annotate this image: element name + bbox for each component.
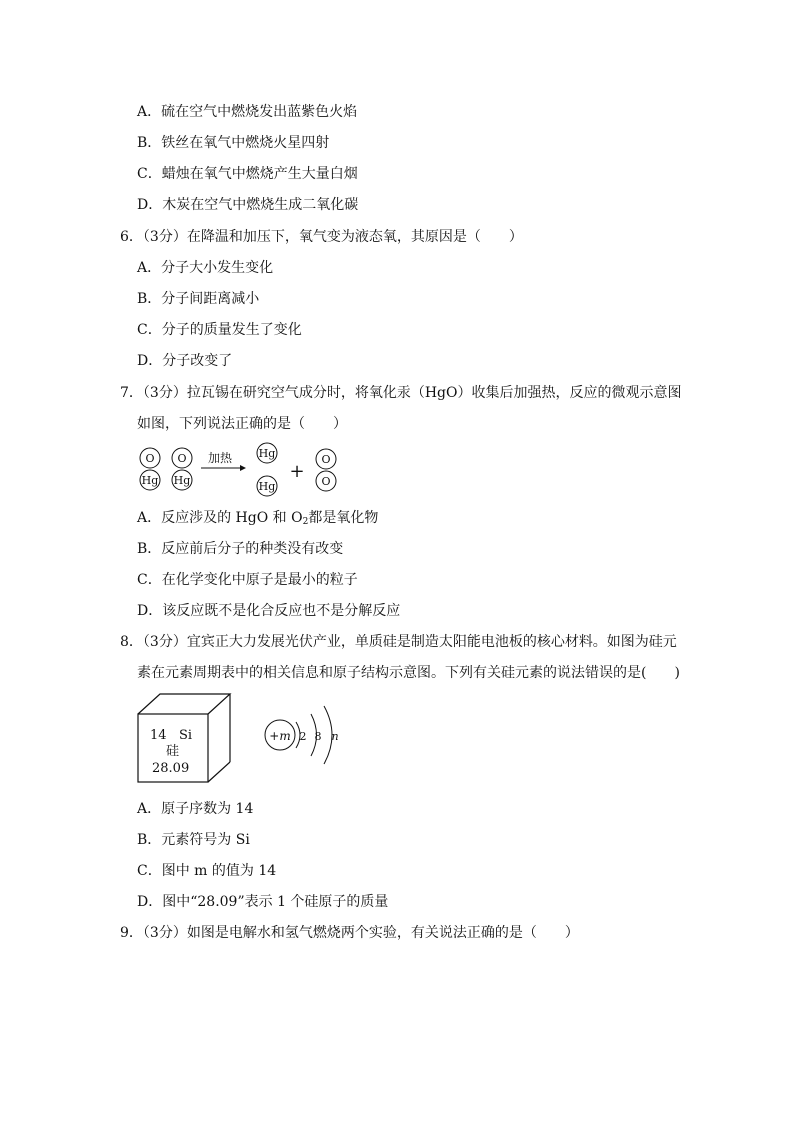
atom-o-2: O <box>177 452 187 465</box>
q8-stem-line2: 素在元素周期表中的相关信息和原子结构示意图。下列有关硅元素的说法错误的是( ) <box>137 665 680 681</box>
shell-2-electrons: 8 <box>314 730 322 743</box>
q6-option-a: A．分子大小发生变化 <box>137 260 274 276</box>
q7-option-a-pre: A．反应涉及的 HgO 和 O <box>137 510 303 526</box>
q8-stem-line1: 8．（3分）宜宾正大力发展光伏产业，单质硅是制造太阳能电池板的核心材料。如图为硅元 <box>120 634 677 650</box>
q7-option-c: C．在化学变化中原子是最小的粒子 <box>137 572 358 588</box>
q7-stem-line1: 7．（3分）拉瓦锡在研究空气成分时，将氧化汞（HgO）收集后加强热，反应的微观示意图 <box>120 385 682 401</box>
atom-o-3: O <box>321 453 331 466</box>
q8-option-a: A．原子序数为 14 <box>137 801 254 817</box>
atom-o-4: O <box>321 475 331 488</box>
q8-option-b: B．元素符号为 Si <box>137 832 250 848</box>
atom-o-1: O <box>145 452 155 465</box>
q6-option-d: D．分子改变了 <box>137 353 233 369</box>
plus-sign: + <box>289 461 305 482</box>
q7-option-b: B．反应前后分子的种类没有改变 <box>137 541 344 557</box>
q6-option-b: B．分子间距离减小 <box>137 291 260 307</box>
q5-option-a: A．硫在空气中燃烧发出蓝紫色火焰 <box>137 104 358 120</box>
atom-hg-3: Hg <box>258 447 276 460</box>
reaction-condition: 加热 <box>207 451 233 465</box>
shell-3-electrons: n <box>331 730 339 743</box>
arrow-head <box>240 465 246 471</box>
q7-option-a-post: 都是氧化物 <box>308 510 379 526</box>
q8-option-c: C．图中 m 的值为 14 <box>137 863 277 879</box>
element-name: 硅 <box>166 744 180 759</box>
q7-option-a <box>137 508 378 532</box>
q7-stem-line2: 如图，下列说法正确的是（ ） <box>137 416 347 432</box>
q6-stem: 6．（3分）在降温和加压下，氧气变为液态氧，其原因是（ ） <box>120 229 523 245</box>
silicon-element-cube <box>136 692 232 784</box>
q7-option-d: D．该反应既不是化合反应也不是分解反应 <box>137 603 401 619</box>
q6-option-c: C．分子的质量发生了变化 <box>137 322 302 338</box>
nucleus-charge: +m <box>269 729 291 743</box>
atom-hg-1: Hg <box>141 474 159 487</box>
silicon-atom-structure <box>260 702 350 770</box>
q7-option-a-sub: 2 <box>302 517 309 527</box>
element-symbol: Si <box>179 728 193 743</box>
q7-reaction-diagram <box>136 440 356 502</box>
atomic-mass: 28.09 <box>152 761 190 776</box>
q8-option-d: D．图中“28.09”表示 1 个硅原子的质量 <box>137 894 389 910</box>
q5-option-b: B．铁丝在氧气中燃烧火星四射 <box>137 135 330 151</box>
q9-stem: 9．（3分）如图是电解水和氢气燃烧两个实验，有关说法正确的是（ ） <box>120 925 579 941</box>
q5-option-c: C．蜡烛在氧气中燃烧产生大量白烟 <box>137 166 358 182</box>
atom-hg-2: Hg <box>173 474 191 487</box>
shell-1-electrons: 2 <box>299 730 307 743</box>
atomic-number: 14 <box>150 728 167 743</box>
q5-option-d: D．木炭在空气中燃烧生成二氧化碳 <box>137 197 359 213</box>
atom-hg-4: Hg <box>258 480 276 493</box>
